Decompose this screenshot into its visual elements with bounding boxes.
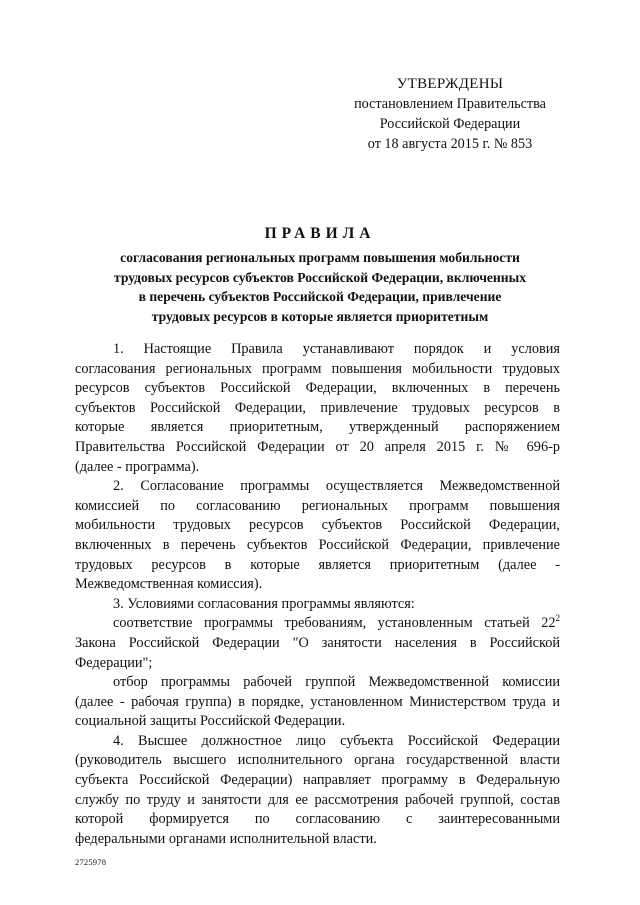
paragraph-1-line: 1. Настоящие Правила устанавливают порядок и условия — [113, 341, 560, 357]
paragraph-2-line: 2. Согласование программы осуществляется Межведомственной — [113, 478, 560, 495]
paragraph-3-line: 3. Условиями согласования программы являются: — [113, 595, 415, 612]
paragraph-3a-line — [75, 614, 560, 634]
paragraph-2-line: комиссией по согласованию региональных программ повышения — [75, 497, 560, 514]
approval-line: Российской Федерации — [379, 116, 521, 132]
paragraph-4-line: (руководитель высшего исполнительного органа государственной власти — [75, 752, 560, 769]
paragraph-4-line: 4. Высшее должностное лицо субъекта Российской Федерации — [113, 732, 560, 749]
document-number: 2725978 — [75, 857, 107, 867]
paragraph-3b-line: (далее - рабочая группа) в порядке, установленном Министерством труда и — [75, 693, 560, 710]
paragraph-2-line: Межведомственная комиссия). — [75, 576, 263, 593]
document-subtitle — [60, 248, 580, 326]
paragraph-3a-text: соответствие программы требованиям, установленным статьей 22 — [113, 615, 556, 632]
approval-stamp — [330, 74, 570, 154]
approval-title: УТВЕРЖДЕНЫ — [396, 76, 504, 92]
document-body — [75, 340, 560, 849]
paragraph-2-line: включенных в перечень субъектов Российской Федерации, привлечение — [75, 536, 560, 553]
paragraph-4-line: службу по труду и занятости для ее рассмотрения рабочей группой, состав — [75, 791, 560, 808]
subtitle-line: согласования региональных программ повышения мобильности — [120, 250, 520, 265]
paragraph-2-line: мобильности трудовых ресурсов субъектов Российской Федерации, — [75, 517, 560, 534]
paragraph-3b-line: социальной защиты Российской Федерации. — [75, 713, 346, 730]
article-superscript: 2 — [555, 613, 560, 624]
subtitle-line: трудовых ресурсов субъектов Российской Федерации, включенных — [113, 269, 526, 285]
paragraph-2-line: трудовых ресурсов в которые является приоритетным (далее - — [75, 556, 560, 573]
paragraph-1-line: согласования региональных программ повышения мобильности трудовых — [75, 360, 560, 377]
subtitle-line: в перечень субъектов Российской Федерации, привлечение — [138, 289, 502, 304]
paragraph-1-line: Правительства Российской Федерации от 20 апреля 2015 г. № 696-р — [75, 438, 560, 455]
paragraph-3a-line: Федерации"; — [75, 654, 153, 671]
paragraph-3a-line: Закона Российской Федерации "О занятости населения в Российской — [75, 634, 560, 651]
paragraph-4-line: федеральными органами исполнительной власти. — [75, 830, 377, 847]
subtitle-line: трудовых ресурсов в которые является приоритетным — [151, 308, 489, 324]
paragraph-4-line: субъекта Российской Федерации) направляет программу в Федеральную — [75, 772, 560, 789]
approval-line: от 18 августа 2015 г. № 853 — [367, 136, 533, 152]
approval-line: постановлением Правительства — [354, 96, 546, 112]
paragraph-4-line: которой формируется по согласованию с заинтересованными — [75, 811, 560, 828]
paragraph-3b-line: отбор программы рабочей группой Межведомственной комиссии — [113, 674, 560, 691]
paragraph-1-line: которые является приоритетным, утвержденный распоряжением — [75, 419, 560, 436]
document-title: ПРАВИЛА — [264, 225, 376, 242]
paragraph-1-line: (далее - программа). — [75, 458, 200, 475]
paragraph-1-line: субъектов Российской Федерации, привлечение трудовых ресурсов в — [75, 399, 560, 416]
paragraph-1-line: ресурсов субъектов Российской Федерации, включенных в перечень — [75, 380, 560, 397]
